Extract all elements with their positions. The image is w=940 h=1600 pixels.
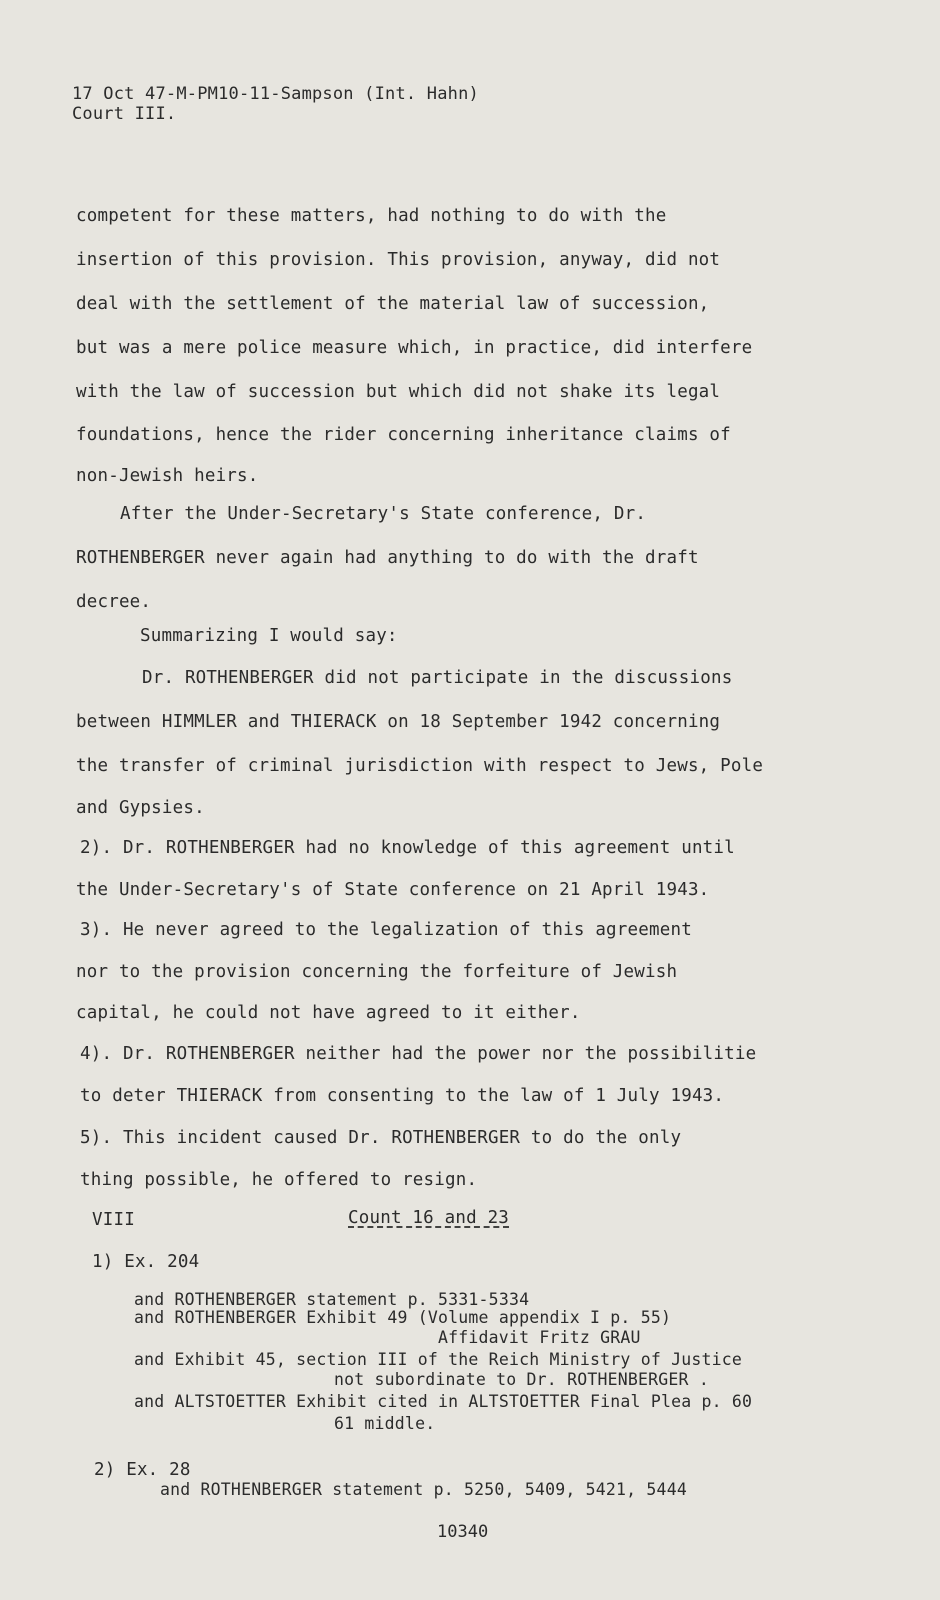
body-line: After the Under-Secretary's State conference, Dr. [120,504,647,524]
body-line: Dr. ROTHENBERGER did not participate in the discussions [142,668,733,688]
body-line: Summarizing I would say: [140,626,398,646]
body-line: foundations, hence the rider concerning inheritance claims of [76,425,731,445]
body-line: 3). He never agreed to the legalization of this agreement [80,920,692,940]
body-line: but was a mere police measure which, in practice, did interfere [76,338,753,358]
list-item: and ALTSTOETTER Exhibit cited in ALTSTOETTER Final Plea p. 60 [134,1392,753,1411]
list-item: not subordinate to Dr. ROTHENBERGER . [334,1370,709,1389]
body-line: and Gypsies. [76,798,205,818]
section-title: Count 16 and 23 [348,1208,510,1228]
body-line: nor to the provision concerning the forfeiture of Jewish [76,962,678,982]
body-line: 4). Dr. ROTHENBERGER neither had the power nor the possibilitie [80,1044,757,1064]
list-item: Affidavit Fritz GRAU [438,1328,641,1347]
list-item: and ROTHENBERGER statement p. 5250, 5409, 5421, 5444 [160,1480,687,1499]
list-item: and ROTHENBERGER Exhibit 49 (Volume appendix I p. 55) [134,1308,672,1327]
list-item: 2) Ex. 28 [94,1460,191,1480]
body-line: the Under-Secretary's of State conference on 21 April 1943. [76,880,710,900]
body-line: decree. [76,592,152,612]
body-line: 5). This incident caused Dr. ROTHENBERGER to do the only [80,1128,682,1148]
body-line: insertion of this provision. This provision, anyway, did not [76,250,721,270]
list-item: and ROTHENBERGER statement p. 5331-5334 [134,1290,530,1309]
header-line-2: Court III. [72,104,177,124]
section-numeral: VIII [92,1210,135,1230]
body-line: the transfer of criminal jurisdiction with respect to Jews, Pole [76,756,764,776]
body-line: capital, he could not have agreed to it either. [76,1003,581,1023]
body-line: 2). Dr. ROTHENBERGER had no knowledge of this agreement until [80,838,735,858]
body-line: between HIMMLER and THIERACK on 18 September 1942 concerning [76,712,721,732]
body-line: deal with the settlement of the material law of succession, [76,294,710,314]
body-line: thing possible, he offered to resign. [80,1170,478,1190]
body-line: non-Jewish heirs. [76,466,259,486]
body-line: competent for these matters, had nothing to do with the [76,206,667,226]
body-line: with the law of succession but which did not shake its legal [76,382,721,402]
list-item: 1) Ex. 204 [92,1252,200,1272]
header-line-1: 17 Oct 47-M-PM10-11-Sampson (Int. Hahn) [72,84,479,104]
body-line: to deter THIERACK from consenting to the law of 1 July 1943. [80,1086,725,1106]
page-number: 10340 [437,1522,489,1542]
list-item: and Exhibit 45, section III of the Reich Ministry of Justice [134,1350,743,1369]
body-line: ROTHENBERGER never again had anything to do with the draft [76,548,699,568]
list-item: 61 middle. [334,1414,436,1433]
